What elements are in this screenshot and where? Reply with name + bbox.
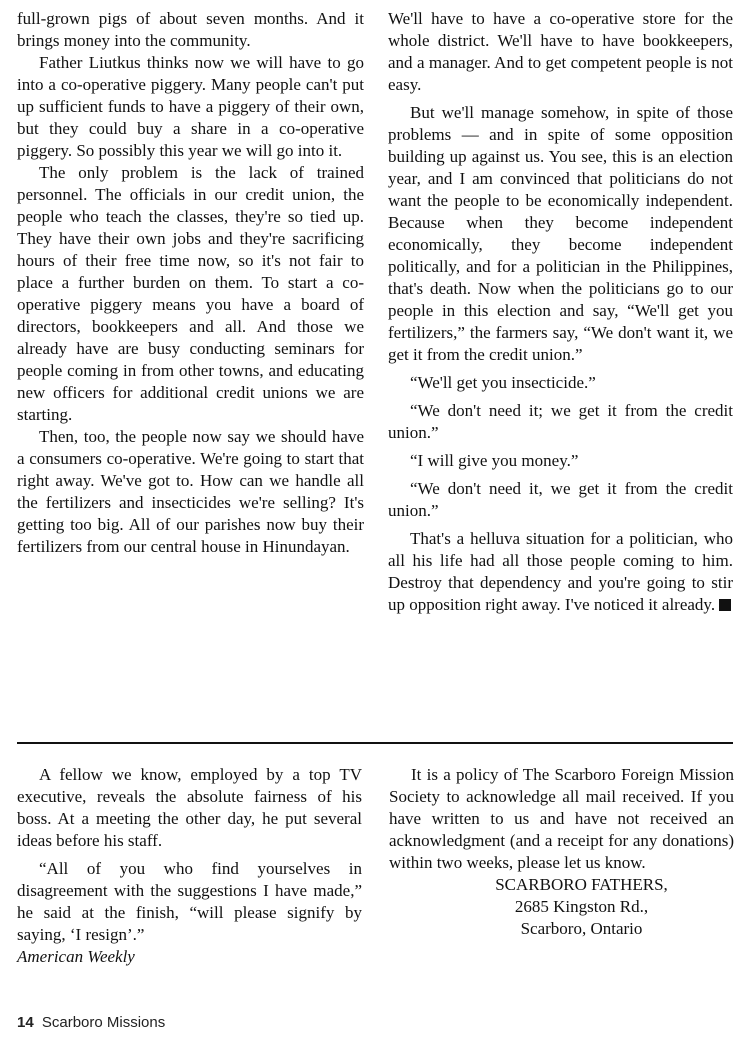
page-number: 14 <box>17 1014 34 1031</box>
notice-text: It is a policy of The Scarboro Foreign Mission Society to acknowledge all mail received. If you have written to us and have not received an acknowledgment (and a receipt for any donations) within two weeks, please let us know. <box>389 765 734 872</box>
end-mark-icon <box>719 599 731 611</box>
article-final-paragraph <box>388 528 733 616</box>
page-footer <box>17 1014 165 1031</box>
article-paragraph: full-grown pigs of about seven months. And it brings money into the community. <box>17 9 364 50</box>
article-left-column <box>17 8 364 558</box>
article-paragraph: The only problem is the lack of trained personnel. The officials in our credit union, the people who teach the classes, they're so tied up. They have their own jobs and they're sacrificing hours of their free time now, so it's not fair to place a further burden on them. To start a co-operative piggery means you have a board of directors, bookkeepers and all. And those we already have are busy conducting seminars for people coming in from other towns, and educating new officers for additional credit unions we are starting. <box>17 163 364 424</box>
article-paragraph: Father Liutkus thinks now we will have to go into a co-operative piggery. Many people can't put up sufficient funds to have a piggery of their own, but they could buy a share in a co-operative piggery. So possibly this year we will go into it. <box>17 53 364 160</box>
address-line: Scarboro, Ontario <box>520 919 643 938</box>
article-paragraph: We'll have to have a co-operative store for the whole district. We'll have to have bookkeepers, and a manager. And to get competent people is not easy. <box>388 9 733 94</box>
anecdote-attribution: American Weekly <box>17 947 135 966</box>
article-paragraph: Then, too, the people now say we should have a consumers co-operative. We're going to start that right away. We've got to. How can we handle all the fertilizers and insecticides we're selling? It's getting too big. All of our parishes now buy their fertilizers from our central house in Hinundayan. <box>17 427 364 556</box>
section-divider <box>17 742 733 744</box>
publication-name: Scarboro Missions <box>41 1014 166 1031</box>
article-paragraph: “I will give you money.” <box>410 451 579 470</box>
mail-notice <box>389 764 734 940</box>
anecdote-box <box>17 764 362 968</box>
article-final-text: That's a helluva situation for a politician, who all his life had all those people coming to him. Destroy that dependency and you're going to stir up opposition right away. I've noticed it already. <box>388 529 733 614</box>
article-paragraph: “We don't need it, we get it from the credit union.” <box>388 479 733 520</box>
article-paragraph: “We don't need it; we get it from the credit union.” <box>388 401 733 442</box>
anecdote-paragraph: “All of you who find yourselves in disagreement with the suggestions I have made,” he said at the finish, “will please signify by saying, ‘I resign’.” <box>17 859 362 944</box>
address-line: SCARBORO FATHERS, <box>495 875 668 894</box>
article-paragraph: “We'll get you insecticide.” <box>410 373 596 392</box>
article-paragraph: But we'll manage somehow, in spite of those problems — and in spite of some opposition building up against us. You see, this is an election year, and I am convinced that politicians do not want the people to be economically independent. Because when they become independent economically, they become independent politically, and for a politician in the Philippines, that's death. Now when the politicians go to our people in this election and say, “We'll get you fertilizers,” the farmers say, “We don't want it, we get it from the credit union.” <box>388 103 733 364</box>
anecdote-paragraph: A fellow we know, employed by a top TV executive, reveals the absolute fairness of his boss. At a meeting the other day, he put several ideas before his staff. <box>17 765 362 850</box>
article-right-column <box>388 8 733 616</box>
address-line: 2685 Kingston Rd., <box>514 897 649 916</box>
